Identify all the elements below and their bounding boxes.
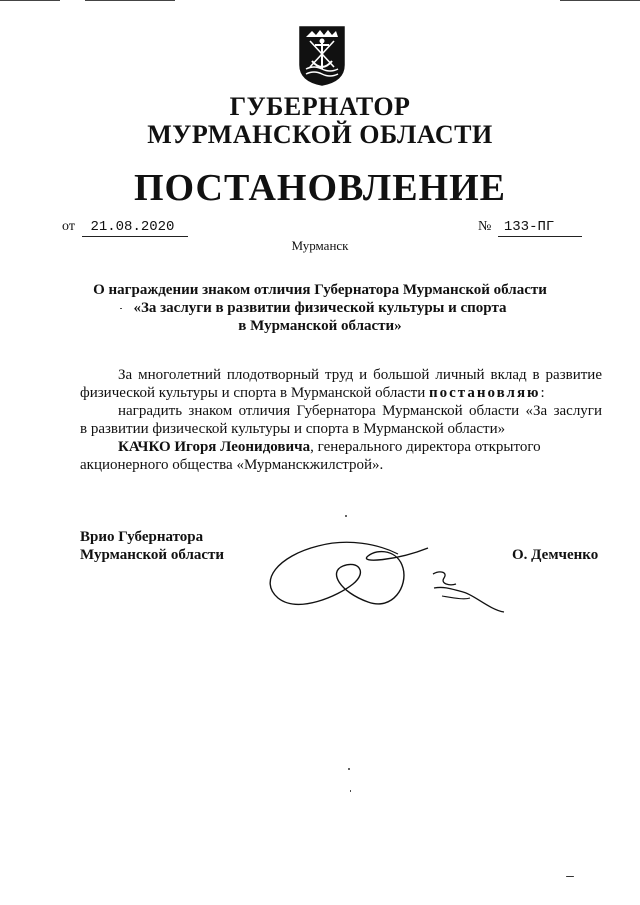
body-line: наградить знаком отличия Губернатора Мурманской области «За заслуги <box>118 403 602 419</box>
number-field <box>478 218 582 237</box>
body-line <box>80 384 602 402</box>
document-type: ПОСТАНОВЛЕНИЕ <box>133 167 507 209</box>
body-line: За многолетний плодотворный труд и большой личный вклад в развитие <box>118 367 602 383</box>
scan-speck <box>120 308 122 309</box>
signer-position <box>80 528 224 564</box>
issuer-title-line1: ГУБЕРНАТОР <box>229 92 411 121</box>
murmansk-coat-of-arms-icon <box>298 25 346 87</box>
number-prefix: № <box>478 219 492 234</box>
body-text: : <box>540 385 545 401</box>
body-text: физической культуры и спорта в Мурманской области <box>80 385 429 401</box>
scan-edge-line <box>85 0 175 1</box>
body-line: акционерного общества «Мурманскжилстрой». <box>80 457 384 473</box>
signer-name: О. Демченко <box>512 547 599 563</box>
issuer-title-line2: МУРМАНСКОЙ ОБЛАСТИ <box>147 120 493 149</box>
scan-edge-line <box>0 0 60 1</box>
date-field <box>62 218 188 237</box>
number-value: 133-ПГ <box>498 218 582 237</box>
handwritten-signature <box>258 526 508 626</box>
date-value: 21.08.2020 <box>82 218 188 237</box>
scan-speck <box>348 768 350 770</box>
date-prefix: от <box>62 219 75 234</box>
scan-speck <box>566 876 574 877</box>
document-body <box>80 366 602 474</box>
decree-keyword: постановляю <box>429 385 541 401</box>
subject-line: «За заслуги в развитии физической культуры и спорта <box>133 300 507 316</box>
awardee-name: КАЧКО Игоря Леонидовича <box>118 439 311 455</box>
city: Мурманск <box>291 238 349 253</box>
scan-speck <box>350 790 351 792</box>
document-subject <box>80 281 560 335</box>
scan-speck <box>345 515 347 517</box>
subject-line: в Мурманской области» <box>238 318 402 334</box>
scan-edge-line <box>560 0 640 1</box>
body-line: в развитии физической культуры и спорта в Мурманской области» <box>80 421 506 437</box>
position-line: Врио Губернатора <box>80 529 204 545</box>
subject-line: О награждении знаком отличия Губернатора Мурманской области <box>93 282 547 298</box>
body-text: , генерального директора открытого <box>310 439 541 455</box>
body-line <box>80 438 602 456</box>
position-line: Мурманской области <box>80 547 225 563</box>
